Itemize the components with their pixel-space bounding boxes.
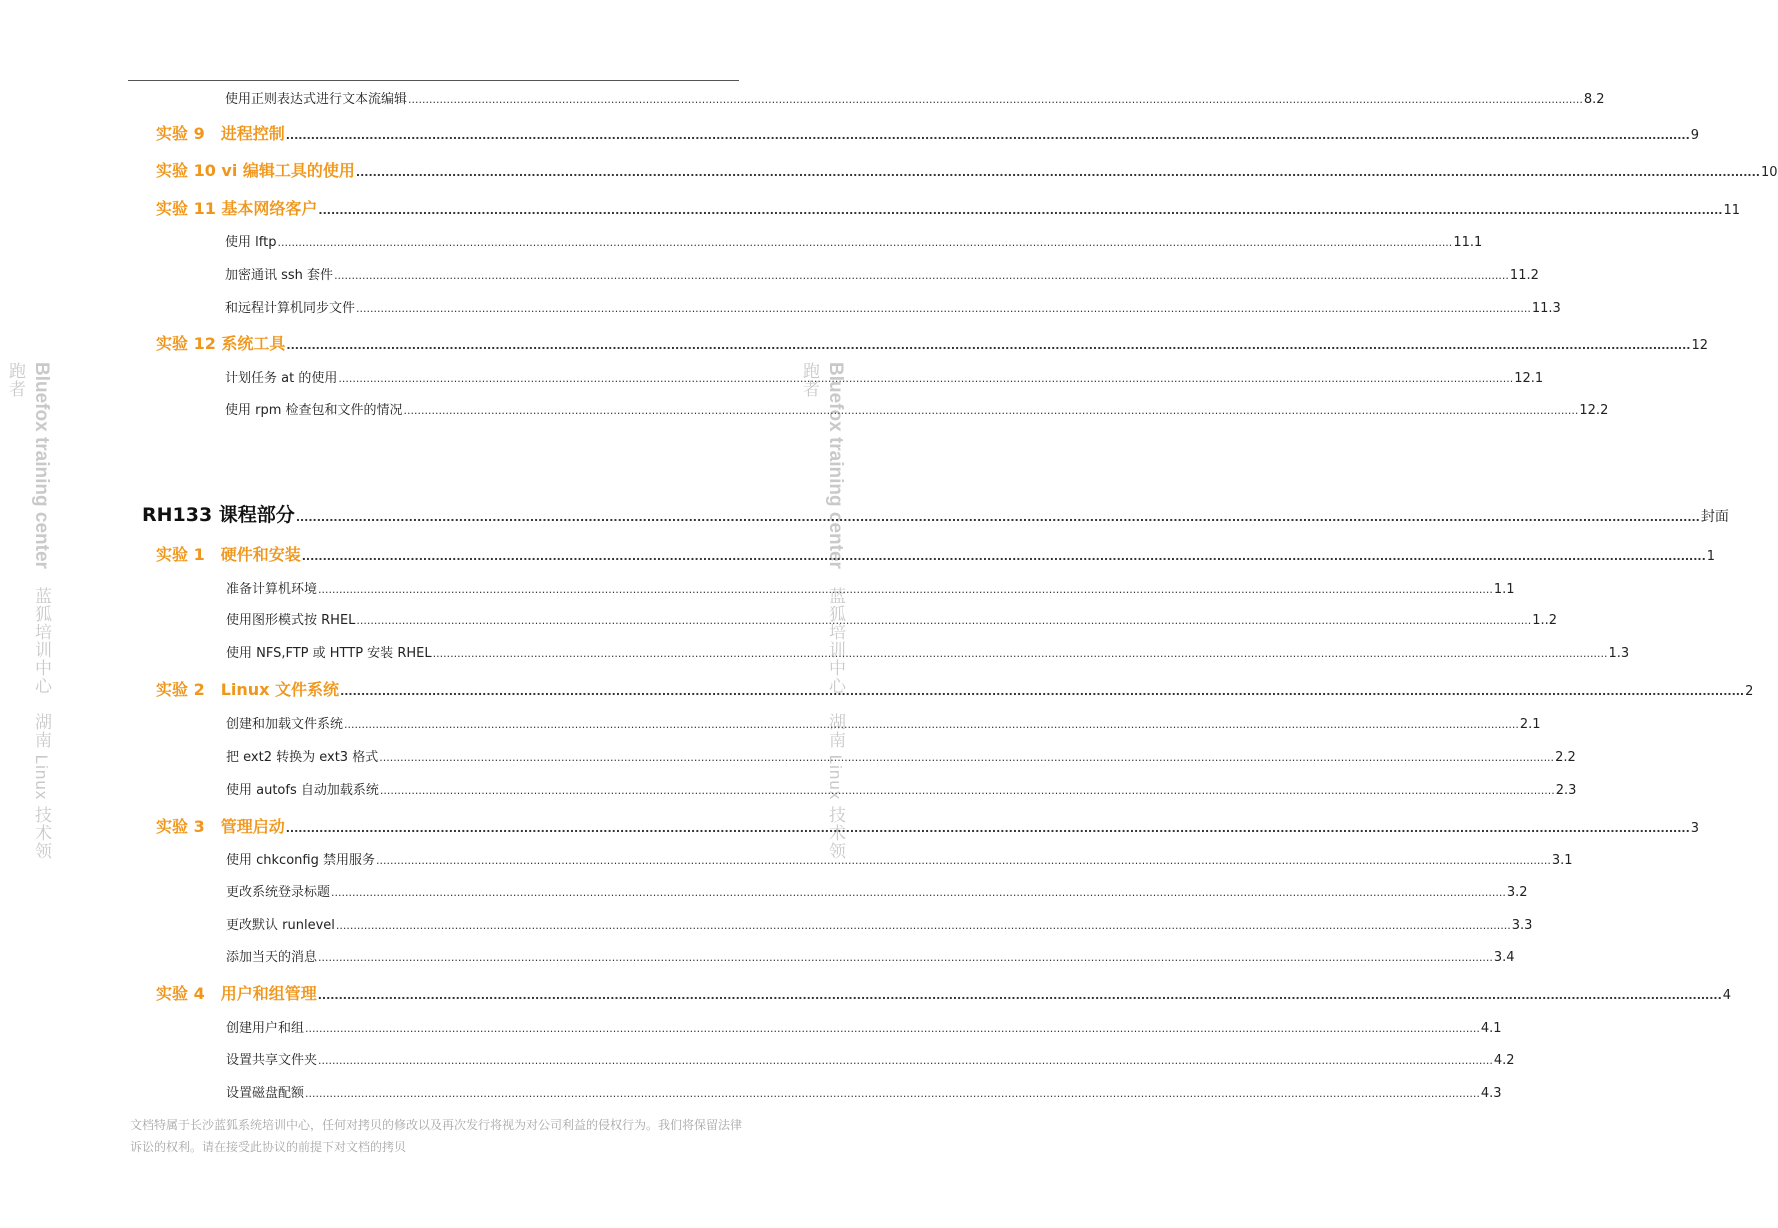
- toc-entry-title: 创建用户和组: [226, 1021, 305, 1036]
- section-title: RH133 课程部分: [142, 504, 295, 526]
- toc-entry-title: 使用正则表达式进行文本流编辑: [225, 92, 408, 107]
- toc-subentry[interactable]: [226, 946, 1515, 965]
- toc-subentry[interactable]: [226, 609, 1558, 628]
- toc-chapter-entry[interactable]: [156, 158, 1778, 181]
- toc-entry-title: 使用图形模式按 RHEL: [226, 613, 356, 628]
- toc-entry-title: 使用 NFS,FTP 或 HTTP 安装 RHEL: [226, 646, 432, 661]
- toc-subentry[interactable]: [226, 914, 1533, 933]
- toc-subentry[interactable]: [226, 1017, 1502, 1036]
- toc-entry-title: 设置共享文件夹: [226, 1053, 318, 1068]
- toc-subentry[interactable]: [226, 713, 1541, 732]
- toc-subentry[interactable]: [225, 297, 1561, 316]
- toc-subentry[interactable]: [225, 231, 1483, 250]
- toc-dot-leader: [344, 718, 1519, 731]
- toc-entry-page: 9: [1690, 128, 1700, 143]
- toc-subentry[interactable]: [226, 1049, 1515, 1068]
- toc-subentry[interactable]: [225, 399, 1609, 418]
- toc-dot-leader: [305, 1087, 1480, 1100]
- toc-entry-page: 3.2: [1506, 885, 1528, 900]
- toc-entry-page: 8.2: [1583, 92, 1605, 107]
- toc-entry-title: 使用 rpm 检查包和文件的情况: [225, 403, 403, 418]
- toc-entry-page: 12.2: [1579, 403, 1609, 418]
- toc-subentry[interactable]: [225, 367, 1544, 386]
- toc-entry-page: 4.1: [1480, 1021, 1502, 1036]
- toc-chapter-entry[interactable]: [156, 981, 1732, 1004]
- toc-entry-title: 计划任务 at 的使用: [225, 371, 338, 386]
- toc-dot-leader: [318, 989, 1722, 1002]
- toc-entry-title: 使用 lftp: [225, 235, 277, 250]
- toc-subentry[interactable]: [226, 578, 1515, 597]
- toc-entry-title: 把 ext2 转换为 ext3 格式: [226, 750, 379, 765]
- toc-dot-leader: [286, 129, 1690, 142]
- toc-entry-page: 11: [1723, 203, 1741, 218]
- watermark-right-chinese: 蓝狐培训中心 湖南 Linux 技术领跑者: [800, 362, 845, 861]
- toc-entry-page: 2: [1745, 684, 1754, 699]
- toc-entry-page: 4.2: [1493, 1053, 1515, 1068]
- toc-entry-title: 实验 1 硬件和安装: [156, 545, 301, 564]
- toc-dot-leader: [433, 647, 1608, 660]
- toc-dot-leader: [305, 1022, 1480, 1035]
- toc-entry-page: 11.3: [1531, 301, 1561, 316]
- toc-entry-page: 4.3: [1480, 1086, 1502, 1101]
- toc-entry-title: 实验 10 vi 编辑工具的使用: [156, 161, 355, 180]
- toc-dot-leader: [318, 1054, 1493, 1067]
- toc-subentry[interactable]: [225, 88, 1605, 107]
- watermark-left-chinese: 蓝狐培训中心 湖南 Linux 技术领跑者: [6, 362, 51, 861]
- toc-entry-title: 实验 11 基本网络客户: [156, 199, 318, 218]
- toc-subentry[interactable]: [226, 849, 1573, 868]
- toc-dot-leader: [340, 685, 1744, 698]
- toc-entry-title: 使用 chkconfig 禁用服务: [226, 853, 375, 868]
- toc-entry-title: 更改系统登录标题: [226, 885, 331, 900]
- toc-dot-leader: [356, 614, 1531, 627]
- toc-entry-title: 实验 2 Linux 文件系统: [156, 680, 340, 699]
- toc-entry-title: 准备计算机环境: [226, 582, 318, 597]
- toc-entry-page: 3.3: [1511, 918, 1533, 933]
- toc-dot-leader: [318, 951, 1493, 964]
- copyright-footer: 文档特属于长沙蓝狐系统培训中心，任何对拷贝的修改以及再次发行将视为对公司利益的侵权行为。我们将保留法律诉讼的权利。请在接受此协议的前提下对文档的拷贝: [130, 1118, 743, 1154]
- toc-entry-title: 创建和加载文件系统: [226, 717, 344, 732]
- section-page: 封面: [1700, 509, 1729, 525]
- toc-dot-leader: [379, 751, 1554, 764]
- toc-chapter-entry[interactable]: [156, 814, 1700, 837]
- toc-dot-leader: [356, 166, 1760, 179]
- toc-dot-leader: [302, 550, 1706, 563]
- toc-entry-title: 添加当天的消息: [226, 950, 318, 965]
- toc-entry-page: 3: [1690, 821, 1700, 836]
- toc-dot-leader: [404, 404, 1579, 417]
- watermark-right-english: Bluefox training center: [825, 362, 846, 569]
- toc-entry-page: 2.1: [1519, 717, 1541, 732]
- toc-dot-leader: [296, 511, 1700, 524]
- toc-dot-leader: [334, 269, 1509, 282]
- toc-subentry[interactable]: [226, 881, 1528, 900]
- toc-chapter-entry[interactable]: [156, 196, 1741, 219]
- toc-entry-page: 1: [1706, 549, 1716, 564]
- toc-entry-title: 设置磁盘配额: [226, 1086, 305, 1101]
- toc-dot-leader: [286, 339, 1690, 352]
- toc-entry-page: 11.2: [1509, 268, 1539, 283]
- toc-dot-leader: [277, 236, 1452, 249]
- toc-entry-page: 1.3: [1608, 646, 1630, 661]
- toc-subentry[interactable]: [226, 1082, 1502, 1101]
- toc-dot-leader: [338, 372, 1513, 385]
- toc-entry-page: 2.3: [1555, 783, 1577, 798]
- toc-chapter-entry[interactable]: [156, 677, 1754, 700]
- toc-chapter-entry[interactable]: [156, 542, 1716, 565]
- toc-subentry[interactable]: [225, 264, 1539, 283]
- toc-dot-leader: [336, 919, 1511, 932]
- toc-entry-page: 12.1: [1514, 371, 1544, 386]
- toc-subentry[interactable]: [226, 746, 1576, 765]
- toc-entry-title: 和远程计算机同步文件: [225, 301, 356, 316]
- toc-dot-leader: [331, 886, 1506, 899]
- toc-entry-page: 3.4: [1493, 950, 1515, 965]
- toc-entry-page: 2.2: [1555, 750, 1576, 765]
- toc-entry-title: 加密通讯 ssh 套件: [225, 268, 334, 283]
- toc-entry-page: 4: [1722, 988, 1732, 1003]
- toc-entry-page: 11.1: [1453, 235, 1483, 250]
- toc-subentry[interactable]: [226, 779, 1577, 798]
- toc-chapter-entry[interactable]: [156, 121, 1700, 144]
- toc-dot-leader: [356, 302, 1531, 315]
- toc-dot-leader: [408, 93, 1583, 106]
- toc-dot-leader: [286, 822, 1690, 835]
- toc-chapter-entry[interactable]: [156, 331, 1709, 354]
- toc-dot-leader: [318, 583, 1493, 596]
- toc-entry-title: 实验 9 进程控制: [156, 124, 285, 143]
- watermark-left-english: Bluefox training center: [31, 362, 52, 569]
- toc-entry-page: 3.1: [1551, 853, 1573, 868]
- toc-entry-page: 1..2: [1532, 613, 1558, 628]
- toc-subentry[interactable]: [226, 642, 1630, 661]
- toc-section-heading[interactable]: [142, 500, 1729, 527]
- toc-entry-page: 1.1: [1493, 582, 1515, 597]
- toc-entry-page: 12: [1691, 338, 1709, 353]
- toc-dot-leader: [380, 784, 1555, 797]
- toc-entry-title: 实验 4 用户和组管理: [156, 984, 317, 1003]
- toc-dot-leader: [318, 204, 1722, 217]
- toc-entry-title: 使用 autofs 自动加载系统: [226, 783, 379, 798]
- toc-entry-page: 10: [1760, 165, 1778, 180]
- toc-dot-leader: [376, 854, 1551, 867]
- toc-entry-title: 更改默认 runlevel: [226, 918, 335, 933]
- toc-entry-title: 实验 12 系统工具: [156, 334, 286, 353]
- toc-entry-title: 实验 3 管理启动: [156, 817, 285, 836]
